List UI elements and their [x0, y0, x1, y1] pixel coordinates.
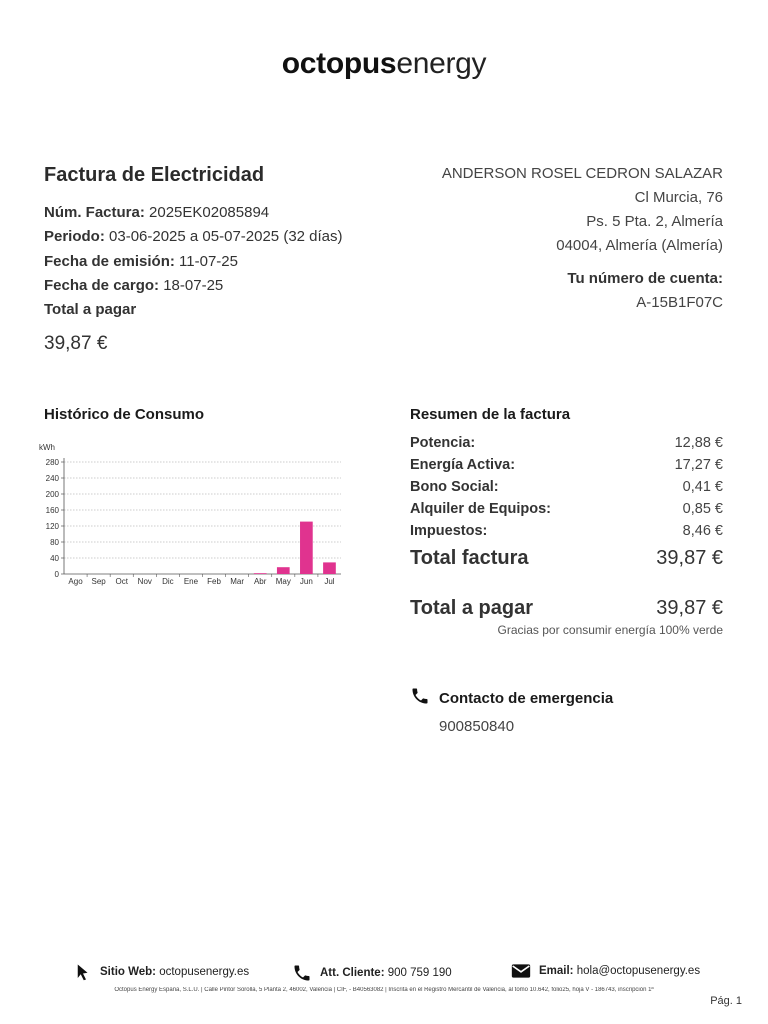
summary-row-potencia — [410, 432, 723, 454]
invoice-number-label: Núm. Factura: — [44, 204, 145, 221]
page-number: Pág. 1 — [710, 995, 742, 1007]
invoice-charge-line — [44, 276, 223, 296]
total-to-pay-label: Total a pagar — [410, 596, 533, 619]
emergency-contact-phone[interactable]: 900850840 — [439, 718, 515, 735]
invoice-charge-value: 18-07-25 — [163, 277, 224, 294]
footer-email[interactable] — [511, 963, 700, 979]
bar-may — [277, 567, 290, 574]
summary-title: Resumen de la factura — [410, 406, 571, 423]
summary-row-value: 17,27 € — [674, 457, 723, 473]
x-tick-label-may: May — [275, 577, 291, 586]
x-tick-label-jul: Jul — [324, 577, 335, 586]
account-number-value: A-15B1F07C — [636, 294, 723, 311]
y-tick-label: 0 — [54, 570, 59, 579]
summary-row-label: Bono Social: — [410, 479, 499, 495]
y-tick-label: 280 — [45, 458, 59, 467]
bar-jul — [323, 562, 336, 574]
octopus-energy-logo — [0, 44, 768, 84]
emergency-contact-title: Contacto de emergencia — [439, 690, 614, 707]
summary-row-value: 0,41 € — [682, 479, 723, 495]
y-tick-label: 200 — [45, 490, 59, 499]
summary-row-label: Impuestos: — [410, 523, 488, 539]
total-invoice-value: 39,87 € — [656, 546, 723, 569]
x-tick-label-mar: Mar — [230, 577, 245, 586]
customer-address-line2: Ps. 5 Pta. 2, Almería — [586, 213, 723, 230]
x-tick-label-jun: Jun — [299, 577, 313, 586]
y-tick-label: 240 — [45, 474, 59, 483]
total-invoice-row — [410, 544, 723, 572]
summary-row-bono-social — [410, 476, 723, 498]
summary-row-energia-activa — [410, 454, 723, 476]
account-number-label: Tu número de cuenta: — [567, 270, 723, 287]
invoice-issue-label: Fecha de emisión: — [44, 253, 175, 270]
bar-jun — [300, 522, 313, 574]
summary-row-label: Energía Activa: — [410, 457, 516, 473]
invoice-issue-value: 11-07-25 — [179, 253, 238, 270]
x-tick-label-dic: Dic — [162, 577, 174, 586]
footer-customer-service[interactable] — [292, 963, 452, 983]
green-energy-note: Gracias por consumir energía 100% verde — [497, 623, 723, 637]
footer-phone-value[interactable]: 900 759 190 — [387, 967, 452, 979]
customer-name: ANDERSON ROSEL CEDRON SALAZAR — [441, 165, 723, 182]
x-tick-label-ene: Ene — [183, 577, 199, 586]
summary-row-value: 8,46 € — [682, 523, 723, 539]
invoice-number-line — [44, 203, 269, 223]
summary-row-alquiler-equipos — [410, 498, 723, 520]
bar-abr — [254, 573, 267, 574]
history-title: Histórico de Consumo — [44, 406, 205, 423]
footer-phone-label: Att. Cliente: — [320, 967, 385, 979]
summary-row-label: Potencia: — [410, 435, 476, 451]
invoice-title: Factura de Electricidad — [44, 164, 265, 186]
invoice-issue-line — [44, 252, 238, 272]
total-invoice-label: Total factura — [410, 546, 529, 569]
customer-address-line1: Cl Murcia, 76 — [634, 189, 723, 206]
x-tick-label-feb: Feb — [207, 577, 221, 586]
invoice-period-label: Periodo: — [44, 228, 105, 245]
summary-row-impuestos — [410, 520, 723, 542]
footer-website[interactable] — [74, 963, 249, 981]
footer-email-value[interactable]: hola@octopusenergy.es — [576, 965, 701, 977]
summary-row-label: Alquiler de Equipos: — [410, 501, 551, 517]
logo-word-energy: energy — [396, 47, 487, 80]
y-tick-label: 160 — [45, 506, 59, 515]
invoice-period-line — [44, 227, 343, 247]
invoice-charge-label: Fecha de cargo: — [44, 277, 160, 294]
logo-word-octopus: octopus — [281, 47, 397, 80]
email-icon — [511, 963, 531, 979]
y-tick-label: 40 — [50, 554, 59, 563]
phone-icon — [292, 963, 312, 983]
footer-website-label: Sitio Web: — [100, 966, 157, 978]
phone-icon — [410, 686, 430, 706]
y-axis-unit-label: kWh — [39, 443, 55, 452]
x-tick-label-abr: Abr — [253, 577, 267, 586]
total-to-pay-value: 39,87 € — [656, 596, 723, 619]
invoice-total-amount: 39,87 € — [44, 333, 108, 354]
invoice-period-value: 03-06-2025 a 05-07-2025 (32 días) — [109, 228, 343, 245]
footer-legal-text: Octopus Energy España, S.L.U. | Calle Pintor Sorolla, 5 Planta 2, 46002, Valencia | CIF, - B40563082 | Inscrita en el Registro Mercantil de Valencia, al tomo 10.642, folio25, hoja V - 186743, inscripción 1ª — [114, 987, 654, 993]
consumption-chart — [36, 438, 348, 590]
invoice-number-value: 2025EK02085894 — [149, 204, 270, 221]
x-tick-label-oct: Oct — [115, 577, 128, 586]
footer-website-value[interactable]: octopusenergy.es — [159, 966, 250, 978]
summary-row-value: 0,85 € — [682, 501, 723, 517]
y-tick-label: 120 — [45, 522, 59, 531]
footer-email-label: Email: — [539, 965, 574, 977]
x-tick-label-sep: Sep — [91, 577, 106, 586]
x-tick-label-ago: Ago — [68, 577, 83, 586]
invoice-total-label: Total a pagar — [44, 301, 137, 318]
invoice-total-label-line — [44, 300, 136, 320]
x-tick-label-nov: Nov — [137, 577, 152, 586]
cursor-icon — [74, 963, 92, 981]
total-to-pay-row — [410, 594, 723, 622]
summary-row-value: 12,88 € — [674, 435, 723, 451]
customer-address-line3: 04004, Almería (Almería) — [556, 237, 723, 254]
y-tick-label: 80 — [50, 538, 59, 547]
